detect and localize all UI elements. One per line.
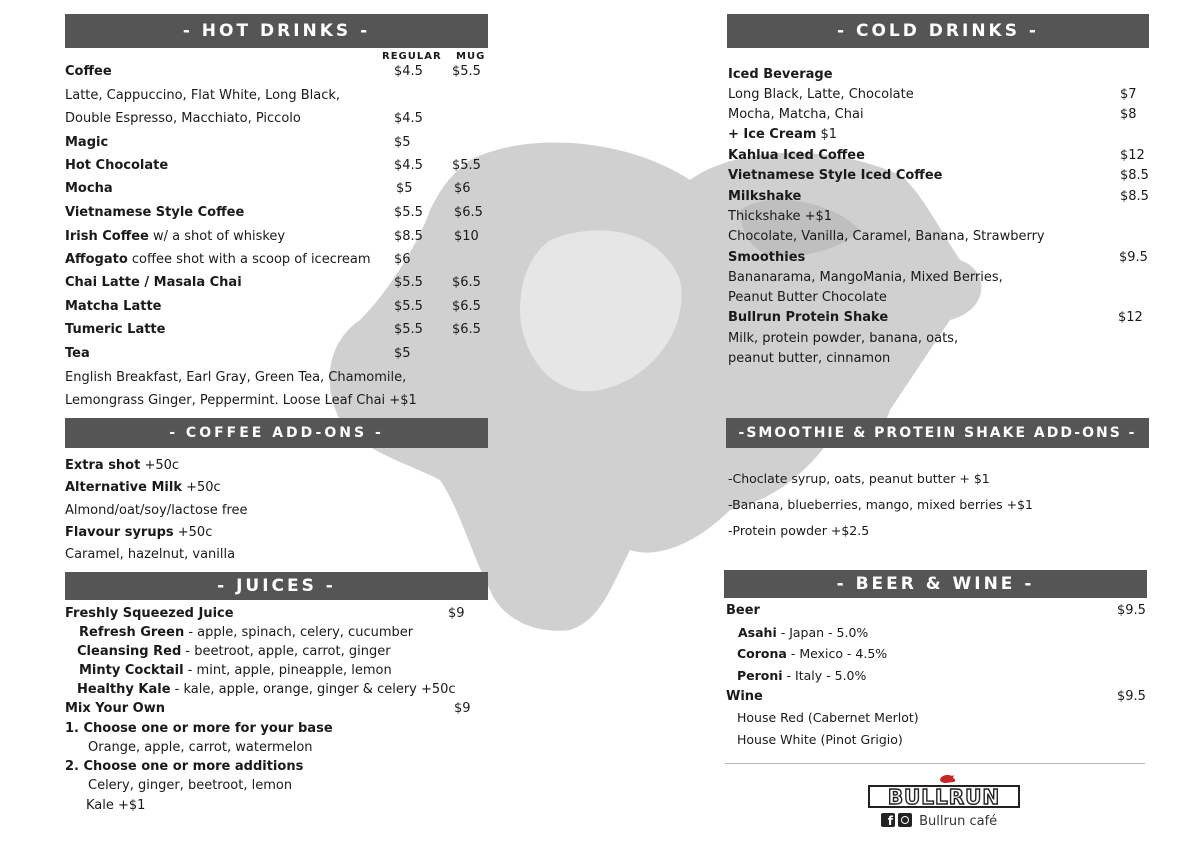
wine-white: House White (Pinot Grigio) bbox=[737, 732, 903, 747]
footer-divider bbox=[725, 763, 1145, 764]
milkshake-thickshake: Thickshake +$1 bbox=[728, 209, 833, 224]
hot-drinks-header: - HOT DRINKS - bbox=[65, 14, 488, 48]
milkshake-flavours: Chocolate, Vanilla, Caramel, Banana, Strawberry bbox=[728, 229, 1045, 244]
beer-peroni: Peroni - Italy - 5.0% bbox=[737, 668, 867, 683]
iced-line-2: Mocha, Matcha, Chai bbox=[728, 107, 864, 122]
juice-minty-cocktail: Minty Cocktail - mint, apple, pineapple, lemon bbox=[79, 663, 392, 678]
coffee-desc-2: Double Espresso, Macchiato, Piccolo bbox=[65, 111, 301, 126]
facebook-icon[interactable] bbox=[881, 813, 895, 827]
item-irish-coffee: Irish Coffee w/ a shot of whiskey bbox=[65, 229, 286, 244]
addon-extra-shot: Extra shot +50c bbox=[65, 458, 180, 473]
price-hot-chocolate-mug: $5.5 bbox=[452, 158, 481, 173]
cold-drinks-header: - COLD DRINKS - bbox=[727, 14, 1149, 48]
price-protein-shake: $12 bbox=[1118, 310, 1143, 325]
iced-line-1: Long Black, Latte, Chocolate bbox=[728, 87, 914, 102]
juice-step-1: 1. Choose one or more for your base bbox=[65, 721, 333, 736]
price-coffee-mug: $5.5 bbox=[452, 64, 481, 79]
item-fresh-juice: Freshly Squeezed Juice bbox=[65, 606, 234, 621]
juice-refresh-green: Refresh Green - apple, spinach, celery, cucumber bbox=[79, 625, 414, 640]
juice-healthy-kale: Healthy Kale - kale, apple, orange, ginger & celery +50c bbox=[77, 682, 456, 697]
price-irish-mug: $10 bbox=[454, 229, 479, 244]
bullrun-logo bbox=[868, 773, 1020, 809]
svg-text:BULLRUN: BULLRUN bbox=[887, 785, 1001, 809]
addon-syrups: Flavour syrups +50c bbox=[65, 525, 213, 540]
price-affogato: $6 bbox=[394, 252, 411, 267]
tea-desc: English Breakfast, Earl Gray, Green Tea, Chamomile, bbox=[65, 370, 407, 385]
beer-asahi: Asahi - Japan - 5.0% bbox=[738, 625, 869, 640]
price-iced-1: $7 bbox=[1120, 87, 1137, 102]
price-milkshake: $8.5 bbox=[1120, 189, 1149, 204]
item-affogato: Affogato coffee shot with a scoop of icecream bbox=[65, 252, 371, 267]
social-line bbox=[881, 813, 997, 829]
price-matcha-mug: $6.5 bbox=[452, 299, 481, 314]
item-kahlua-iced-coffee: Kahlua Iced Coffee bbox=[728, 148, 865, 163]
smoothies-desc-2: Peanut Butter Chocolate bbox=[728, 290, 887, 305]
coffee-addons-header: - COFFEE ADD-ONS - bbox=[65, 418, 488, 448]
price-tea: $5 bbox=[394, 346, 411, 361]
addon-alt-milk: Alternative Milk +50c bbox=[65, 480, 221, 495]
item-coffee: Coffee bbox=[65, 64, 112, 79]
social-handle: Bullrun café bbox=[919, 814, 998, 829]
price-viet-mug: $6.5 bbox=[454, 205, 483, 220]
item-hot-chocolate: Hot Chocolate bbox=[65, 158, 169, 173]
price-chai-mug: $6.5 bbox=[452, 275, 481, 290]
item-ice-cream: + Ice Cream $1 bbox=[728, 127, 838, 142]
juices-header: - JUICES - bbox=[65, 572, 488, 600]
item-mocha: Mocha bbox=[65, 181, 113, 196]
item-tea: Tea bbox=[65, 346, 90, 361]
price-wine: $9.5 bbox=[1117, 689, 1146, 704]
item-mix-your-own: Mix Your Own bbox=[65, 701, 165, 716]
price-fresh-juice: $9 bbox=[448, 606, 465, 621]
addon-alt-milk-desc: Almond/oat/soy/lactose free bbox=[65, 503, 248, 518]
item-beer: Beer bbox=[726, 603, 760, 618]
price-viet-regular: $5.5 bbox=[394, 205, 423, 220]
addon-syrups-desc: Caramel, hazelnut, vanilla bbox=[65, 547, 236, 562]
instagram-icon[interactable] bbox=[898, 813, 912, 827]
item-chai-latte: Chai Latte / Masala Chai bbox=[65, 275, 242, 290]
juice-cleansing-red: Cleansing Red - beetroot, apple, carrot, ginger bbox=[77, 644, 391, 659]
price-hot-chocolate-regular: $4.5 bbox=[394, 158, 423, 173]
price-coffee-regular: $4.5 bbox=[394, 64, 423, 79]
price-smoothies: $9.5 bbox=[1119, 250, 1148, 265]
price-mocha-regular: $5 bbox=[396, 181, 413, 196]
beer-corona: Corona - Mexico - 4.5% bbox=[737, 646, 888, 661]
item-matcha-latte: Matcha Latte bbox=[65, 299, 162, 314]
price-mocha-mug: $6 bbox=[454, 181, 471, 196]
item-protein-shake: Bullrun Protein Shake bbox=[728, 310, 889, 325]
price-tumeric-mug: $6.5 bbox=[452, 322, 481, 337]
wine-red: House Red (Cabernet Merlot) bbox=[737, 710, 919, 725]
smoothie-addons-header: -SMOOTHIE & PROTEIN SHAKE ADD-ONS - bbox=[726, 418, 1149, 448]
smoothie-addon-3: -Protein powder +$2.5 bbox=[728, 523, 870, 538]
price-vietnamese-iced: $8.5 bbox=[1120, 168, 1149, 183]
price-espresso: $4.5 bbox=[394, 111, 423, 126]
price-tumeric-regular: $5.5 bbox=[394, 322, 423, 337]
juice-step-2-desc: Celery, ginger, beetroot, lemon bbox=[88, 778, 293, 793]
col-mug: MUG bbox=[456, 51, 486, 62]
juice-step-2-kale: Kale +$1 bbox=[86, 798, 146, 813]
price-iced-2: $8 bbox=[1120, 107, 1137, 122]
price-chai-regular: $5.5 bbox=[394, 275, 423, 290]
juice-step-2: 2. Choose one or more additions bbox=[65, 759, 304, 774]
beer-wine-header: - BEER & WINE - bbox=[724, 570, 1147, 598]
col-regular: REGULAR bbox=[382, 51, 442, 62]
smoothies-desc: Bananarama, MangoMania, Mixed Berries, bbox=[728, 270, 1003, 285]
price-irish-regular: $8.5 bbox=[394, 229, 423, 244]
item-vietnamese-coffee: Vietnamese Style Coffee bbox=[65, 205, 245, 220]
item-wine: Wine bbox=[726, 689, 763, 704]
protein-desc-2: peanut butter, cinnamon bbox=[728, 351, 891, 366]
item-magic: Magic bbox=[65, 135, 109, 150]
price-matcha-regular: $5.5 bbox=[394, 299, 423, 314]
price-beer: $9.5 bbox=[1117, 603, 1146, 618]
item-tumeric-latte: Tumeric Latte bbox=[65, 322, 166, 337]
smoothie-addon-2: -Banana, blueberries, mango, mixed berries +$1 bbox=[728, 497, 1033, 512]
price-kahlua: $12 bbox=[1120, 148, 1145, 163]
smoothie-addon-1: -Choclate syrup, oats, peanut butter + $1 bbox=[728, 471, 990, 486]
juice-step-1-desc: Orange, apple, carrot, watermelon bbox=[88, 740, 313, 755]
coffee-desc: Latte, Cappuccino, Flat White, Long Black, bbox=[65, 88, 341, 103]
price-mix-your-own: $9 bbox=[454, 701, 471, 716]
item-smoothies: Smoothies bbox=[728, 250, 806, 265]
item-vietnamese-iced-coffee: Vietnamese Style Iced Coffee bbox=[728, 168, 943, 183]
price-magic: $5 bbox=[394, 135, 411, 150]
item-iced-beverage: Iced Beverage bbox=[728, 67, 833, 82]
tea-desc-2: Lemongrass Ginger, Peppermint. Loose Leaf Chai +$1 bbox=[65, 393, 417, 408]
item-milkshake: Milkshake bbox=[728, 189, 802, 204]
protein-desc: Milk, protein powder, banana, oats, bbox=[728, 331, 959, 346]
